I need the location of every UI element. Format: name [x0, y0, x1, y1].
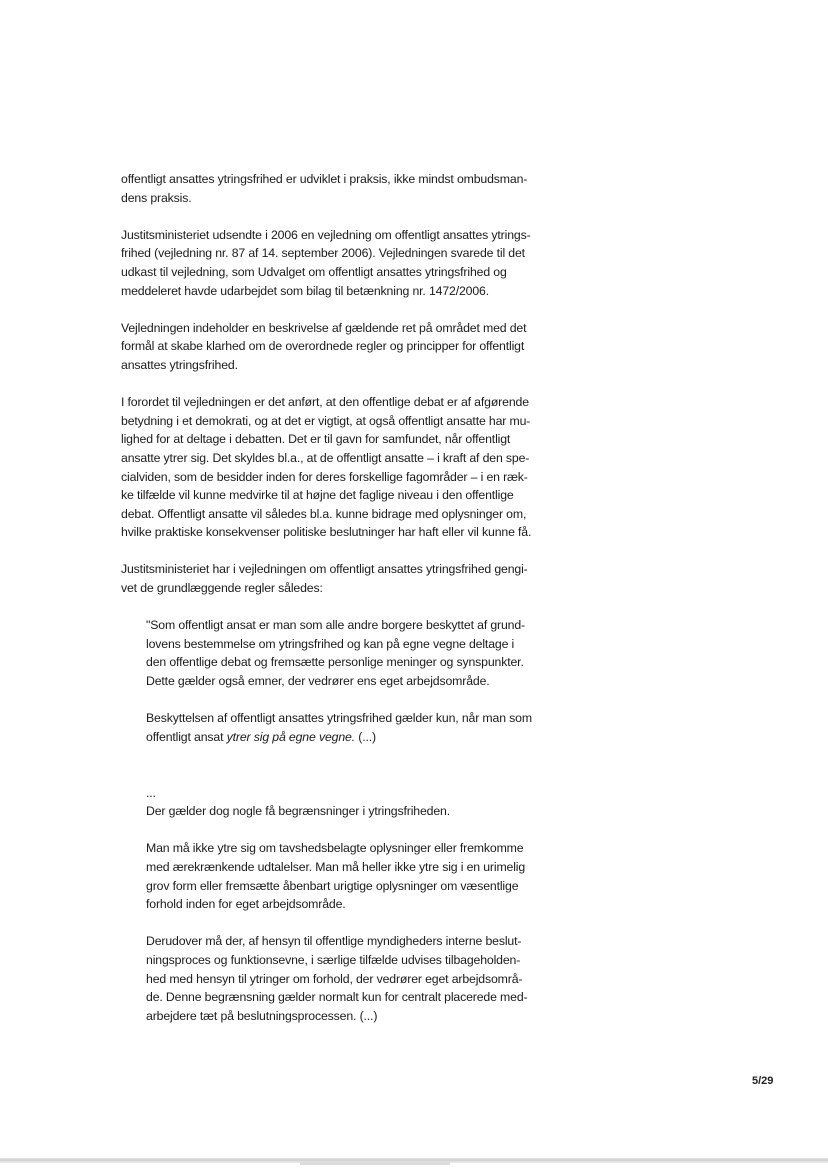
quote-line: ningsproces og funktionsevne, i særlige tilfælde udvises tilbageholden- [146, 952, 521, 967]
quote-line: grov form eller fremsætte åbenbart urigtige oplysninger om væsentlige [146, 878, 519, 893]
paragraph-1 [121, 170, 591, 207]
block-quote [146, 616, 591, 1025]
quote-paragraph-4 [146, 839, 591, 913]
quote-line: Derudover må der, af hensyn til offentlige myndigheders interne beslut- [146, 934, 522, 949]
paragraph-2 [121, 226, 591, 300]
text-line: cialviden, som de besidder inden for deres forskellige fagområder – i en ræk- [121, 469, 528, 484]
quote-line: Man må ikke ytre sig om tavshedsbelagte oplysninger eller fremkomme [146, 841, 524, 856]
page-number: 5/29 [752, 1075, 774, 1087]
text-line: Justitsministeriet har i vejledningen om offentligt ansattes ytringsfrihed gengi- [121, 562, 528, 577]
quote-text: (...) [354, 729, 376, 744]
quote-ellipsis: ... [146, 785, 156, 800]
paragraph-4 [121, 393, 591, 542]
paragraph-5 [121, 560, 591, 597]
text-line: formål at skabe klarhed om de overordnede regler og principper for offentligt [121, 339, 525, 354]
quote-italic-text: ytrer sig på egne vegne. [226, 729, 355, 744]
quote-line: forhold inden for eget arbejdsområde. [146, 897, 346, 912]
quote-paragraph-3 [146, 784, 591, 821]
quote-line: med ærekrænkende udtalelser. Man må heller ikke ytre sig i en urimelig [146, 859, 526, 874]
text-line: Justitsministeriet udsendte i 2006 en vejledning om offentligt ansattes ytrings- [121, 227, 531, 242]
text-line: debat. Offentligt ansatte vil således bl.a. kunne bidrage med oplysninger om, [121, 506, 527, 521]
quote-line: Der gælder dog nogle få begrænsninger i ytringsfriheden. [146, 804, 450, 819]
quote-line: "Som offentligt ansat er man som alle andre borgere beskyttet af grund- [146, 618, 526, 633]
text-line: I forordet til vejledningen er det anført, at den offentlige debat er af afgørende [121, 395, 529, 410]
text-line: ke tilfælde vil kunne medvirke til at højne det faglige niveau i den offentlige [121, 488, 514, 503]
text-line: Vejledningen indeholder en beskrivelse af gældende ret på området med det [121, 320, 527, 335]
text-line: betydning i et demokrati, og at det er vigtigt, at også offentligt ansatte har mu- [121, 413, 531, 428]
text-line: hvilke praktiske konsekvenser politiske beslutninger har haft eller vil kunne få. [121, 525, 532, 540]
text-line: ansattes ytringsfrihed. [121, 357, 238, 372]
scan-edge-divider [300, 1162, 450, 1165]
quote-line: den offentlige debat og fremsætte personlige meninger og synspunkter. [146, 655, 524, 670]
text-line: frihed (vejledning nr. 87 af 14. september 2006). Vejledningen svarede til det [121, 246, 525, 261]
text-line: meddeleret havde udarbejdet som bilag til betænkning nr. 1472/2006. [121, 283, 489, 298]
quote-line: lovens bestemmelse om ytringsfrihed og kan på egne vegne deltage i [146, 636, 515, 651]
quote-line: arbejdere tæt på beslutningsprocessen. (...) [146, 1008, 378, 1023]
text-line: vet de grundlæggende regler således: [121, 581, 323, 596]
quote-paragraph-5 [146, 932, 591, 1025]
document-body [121, 170, 591, 1044]
text-line: offentligt ansattes ytringsfrihed er udviklet i praksis, ikke mindst ombudsman- [121, 172, 528, 186]
quote-line: Beskyttelsen af offentligt ansattes ytringsfrihed gælder kun, når man som [146, 711, 532, 726]
text-line: lighed for at deltage i debatten. Det er til gavn for samfundet, når offentligt [121, 432, 511, 447]
paragraph-3 [121, 319, 591, 375]
spacer [146, 765, 591, 784]
text-line: dens praksis. [121, 190, 192, 205]
quote-line: de. Denne begrænsning gælder normalt kun for centralt placerede med- [146, 990, 528, 1005]
text-line: udkast til vejledning, som Udvalget om offentligt ansattes ytringsfrihed og [121, 264, 507, 279]
quote-text: offentligt ansat [146, 729, 227, 744]
quote-line: Dette gælder også emner, der vedrører ens eget arbejdsområde. [146, 674, 490, 689]
quote-paragraph-2 [146, 709, 591, 746]
text-line: ansatte ytrer sig. Det skyldes bl.a., at de offentligt ansatte – i kraft af den spe- [121, 450, 530, 465]
quote-line: hed med hensyn til ytringer om forhold, der vedrører eget arbejdsområ- [146, 971, 523, 986]
quote-line-mixed [146, 728, 591, 747]
quote-paragraph-1 [146, 616, 591, 690]
